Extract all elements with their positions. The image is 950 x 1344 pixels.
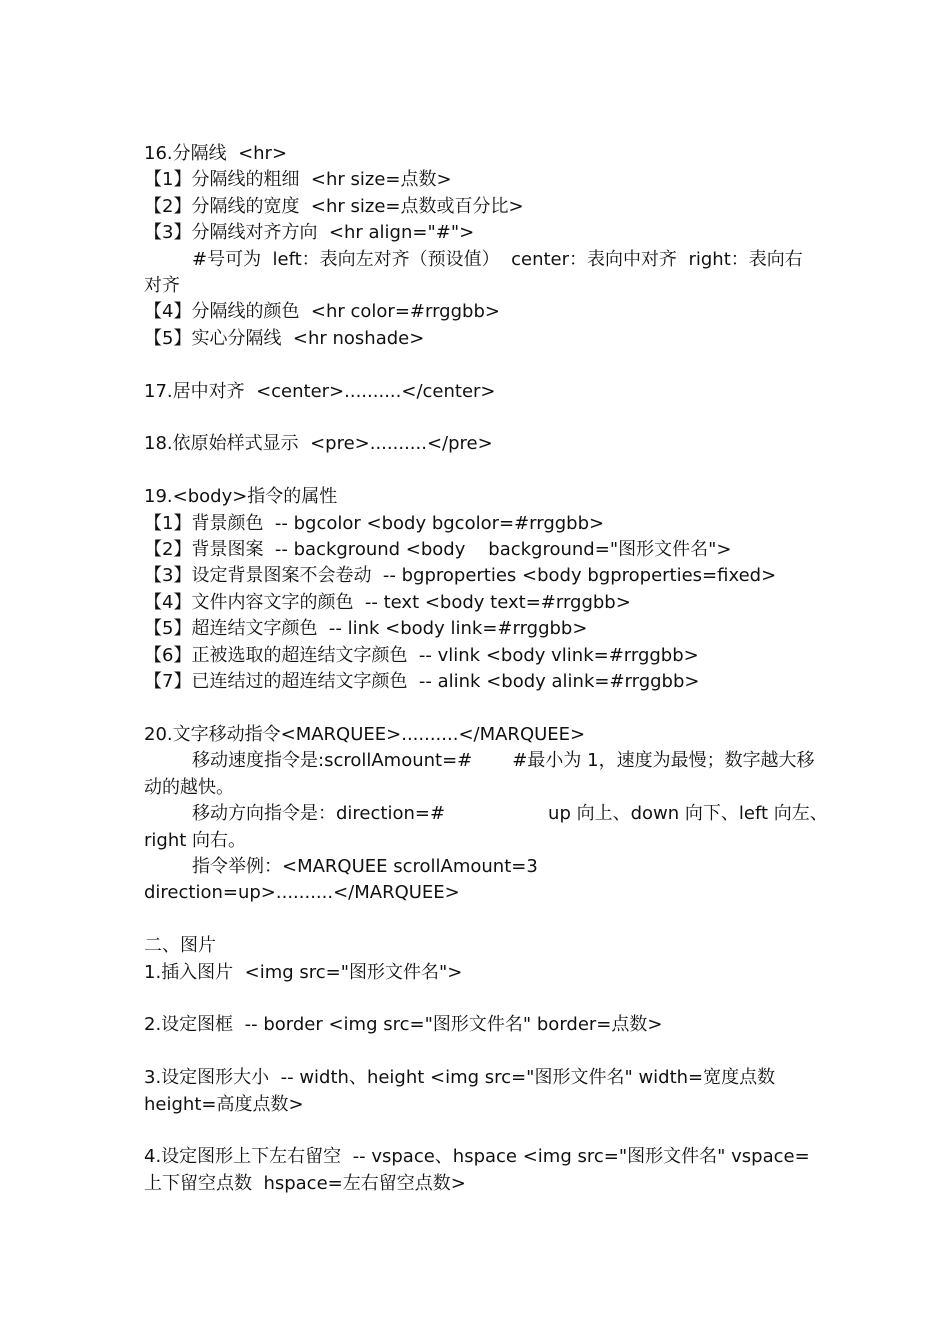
list-item: 【1】背景颜色 -- bgcolor <body bgcolor=#rrggbb> (144, 512, 605, 534)
paragraph-line: direction=up>..........</MARQUEE> (144, 882, 460, 904)
images-item-2: 2.设定图框 -- border <img src="图形文件名" border=点数> (144, 1014, 663, 1036)
spacer (144, 695, 814, 721)
paragraph-line: height=高度点数> (144, 1093, 304, 1115)
list-item: 【4】分隔线的颜色 <hr color=#rrggbb> (144, 301, 500, 323)
paragraph-line: 移动方向指令是：direction=# up 向上、down 向下、left 向左、 (192, 803, 828, 825)
list-item: 【2】分隔线的宽度 <hr size=点数或百分比> (144, 195, 524, 217)
section-17-heading: 17.居中对齐 <center>..........</center> (144, 380, 496, 402)
spacer (144, 458, 814, 484)
section-18-heading: 18.依原始样式显示 <pre>..........</pre> (144, 433, 493, 455)
list-item: 【4】文件内容文字的颜色 -- text <body text=#rrggbb> (144, 591, 631, 613)
section-19-heading: 19.<body>指令的属性 (144, 486, 338, 508)
list-item: 【5】实心分隔线 <hr noshade> (144, 327, 425, 349)
spacer (144, 405, 814, 431)
list-item: 【7】已连结过的超连结文字颜色 -- alink <body alink=#rrggbb> (144, 671, 700, 693)
list-item: 【1】分隔线的粗细 <hr size=点数> (144, 169, 452, 191)
spacer (144, 986, 814, 1012)
section-16-heading: 16.分隔线 <hr> (144, 143, 288, 164)
paragraph-line: 上下留空点数 hspace=左右留空点数> (144, 1172, 466, 1194)
paragraph-line: right 向右。 (144, 829, 247, 851)
list-item: 【6】正被选取的超连结文字颜色 -- vlink <body vlink=#rrggbb> (144, 644, 699, 666)
document-body (144, 141, 828, 1197)
list-item: 【2】背景图案 -- background <body background="图形文件名"> (144, 539, 732, 561)
list-item: 【3】设定背景图案不会卷动 -- bgproperties <body bgproperties=fixed> (144, 565, 777, 587)
section-20-heading: 20.文字移动指令<MARQUEE>..........</MARQUEE> (144, 723, 586, 745)
images-item-4: 4.设定图形上下左右留空 -- vspace、hspace <img src="图形文件名" vspace= (144, 1146, 810, 1168)
paragraph-line: 指令举例：<MARQUEE scrollAmount=3 (192, 855, 538, 877)
paragraph-line: 移动速度指令是:scrollAmount=# #最小为 1，速度为最慢；数字越大移 (192, 750, 815, 772)
paragraph-line: #号可为 left：表向左对齐（预设值） center：表向中对齐 right：表向右 (192, 248, 803, 270)
spacer (144, 907, 814, 933)
images-item-1: 1.插入图片 <img src="图形文件名"> (144, 961, 463, 983)
paragraph-line: 动的越快。 (144, 776, 234, 798)
list-item: 【3】分隔线对齐方向 <hr align="#"> (144, 222, 475, 244)
spacer (144, 1039, 814, 1065)
paragraph-line: 对齐 (144, 275, 180, 297)
list-item: 【5】超连结文字颜色 -- link <body link=#rrggbb> (144, 618, 588, 640)
images-item-3: 3.设定图形大小 -- width、height <img src="图形文件名" width=宽度点数 (144, 1067, 776, 1089)
spacer (144, 352, 814, 378)
spacer (144, 1118, 814, 1144)
section-images-heading: 二、图片 (144, 935, 216, 957)
